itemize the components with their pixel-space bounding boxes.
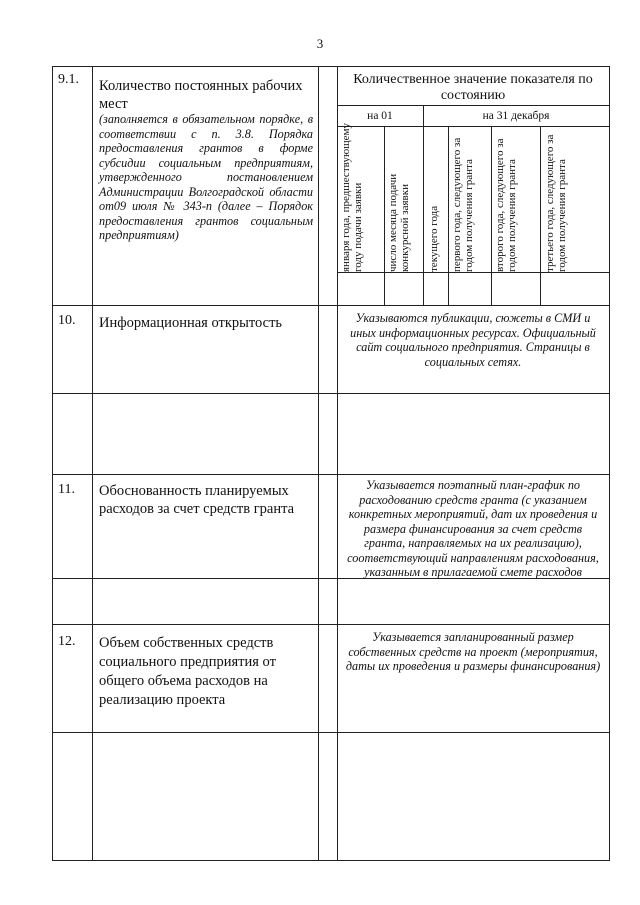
field-title: Обоснованность планируемых расходов за счет средств гранта [99, 483, 295, 517]
column-header: число месяца подачи конкурсной заявки [387, 173, 411, 272]
field-instruction: Указывается поэтапный план-график по расходованию средств гранта (с указанием конкретных мероприятий, дат их проведения и размера финансирования за счет средств гранта, направляемых на их реализацию), соответствующий направлениям расходования, указанным в прилагаемой смете расходов [347, 478, 599, 579]
row-number: 10. [58, 313, 76, 328]
row-number: 12. [58, 634, 76, 649]
field-title: Количество постоянных рабочих мест [99, 78, 303, 112]
field-title: Информационная открытость [99, 315, 283, 331]
page-number: 3 [316, 36, 324, 51]
field-instruction: Указывается запланированный размер собственных средств на проект (мероприятия, даты их проведения и размеры финансирования) [345, 630, 601, 673]
row-number: 11. [58, 482, 75, 497]
value-header: Количественное значение показателя по состоянию [353, 72, 593, 103]
field-note: (заполняется в обязательном порядке, в соответствии с п. 3.8. Порядка предоставления грантов в форме субсидии социальным предприятиям, утвержденного постановлением Администрации Волгоградской области от09 июля № 343-п (далее – Порядок предоставления грантов социальным предприятиям) [99, 112, 313, 242]
column-header: второго года, следующего за годом получения гранта [494, 138, 518, 272]
date-on-label: на 01 [367, 110, 393, 122]
column-header: текущего года [428, 205, 440, 272]
field-title: Объем собственных средств социального предприятия от общего объема расходов на реализацию проекта [99, 635, 276, 708]
field-instruction: Указываются публикации, сюжеты в СМИ и иных информационных ресурсах. Официальный сайт социального предприятия. Страницы в социальных сетях. [350, 311, 596, 369]
column-header: января года, предшествующему году подачи заявки [340, 123, 364, 272]
column-header: третьего года, следующего за годом получения гранта [544, 134, 568, 272]
date-dec-label: на 31 декабря [482, 110, 550, 122]
column-header: первого года, следующего за годом получения гранта [451, 137, 475, 272]
row-number: 9.1. [58, 72, 79, 87]
